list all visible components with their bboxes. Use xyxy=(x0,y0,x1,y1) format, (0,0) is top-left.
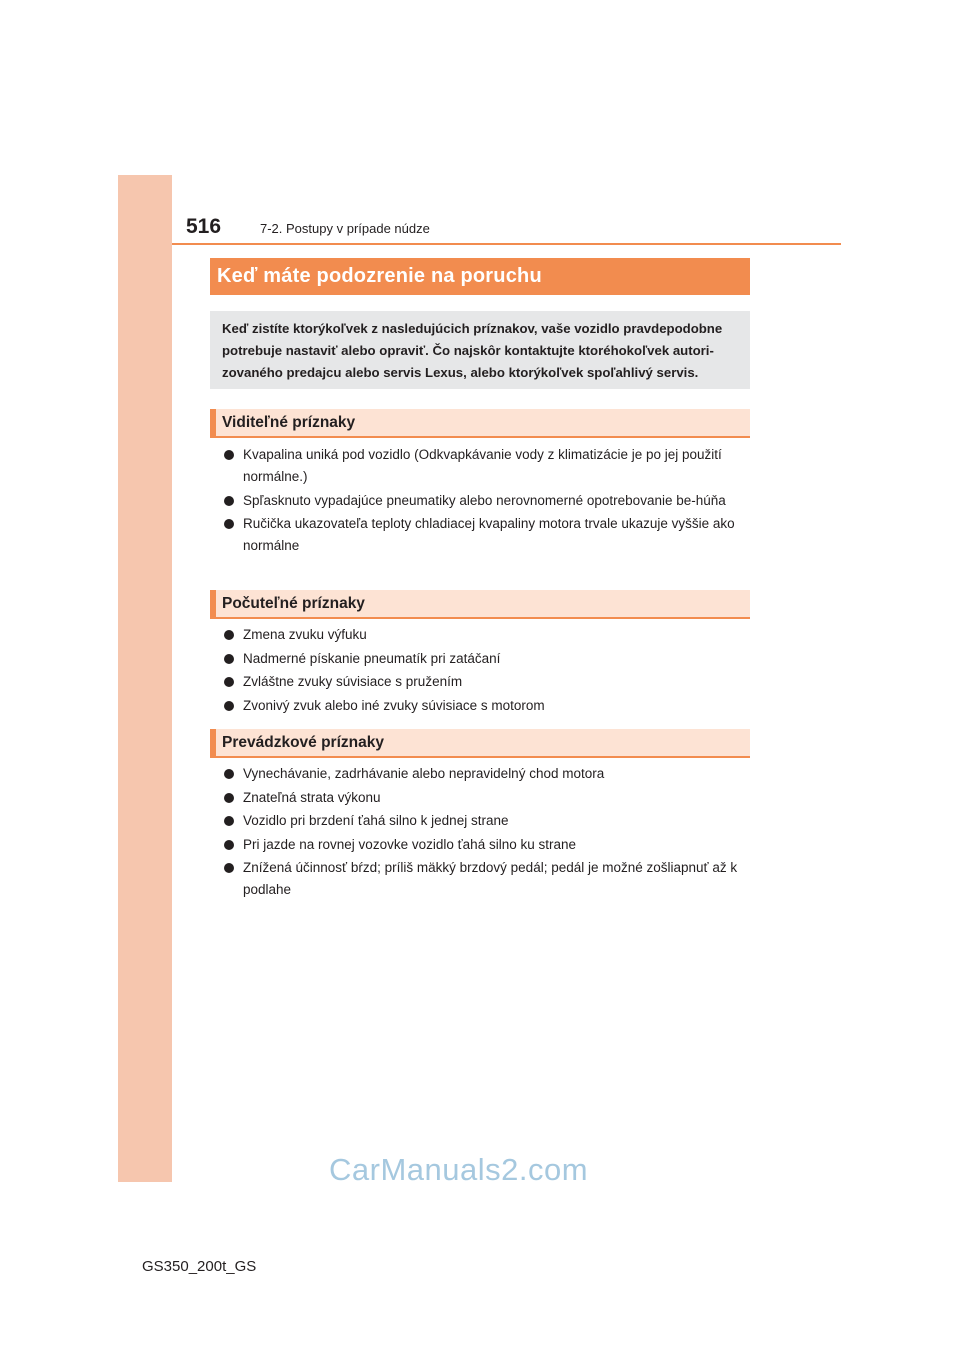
intro-box: Keď zistíte ktorýkoľvek z nasledujúcich príznakov, vaše vozidlo pravdepodobne potrebuje nastaviť alebo opraviť. Čo najskôr kontaktujte ktoréhokoľvek autori-zovaného predajcu alebo servis Lexus, alebo ktorýkoľvek spoľahlivý servis. xyxy=(210,311,750,389)
list-item: Zvonivý zvuk alebo iné zvuky súvisiace s motorom xyxy=(224,695,750,717)
list-item: Znížená účinnosť bŕzd; príliš mäkký brzdový pedál; pedál je možné zošliapnuť až k podlahe xyxy=(224,857,750,901)
list-item: Vynechávanie, zadrhávanie alebo nepravidelný chod motora xyxy=(224,763,750,785)
bullet-icon xyxy=(224,863,234,873)
footer-model-code: GS350_200t_GS xyxy=(142,1258,257,1275)
list-item: Kvapalina uniká pod vozidlo (Odkvapkávanie vody z klimatizácie je po jej použití normálne.) xyxy=(224,444,750,488)
running-header: 7-2. Postupy v prípade núdze xyxy=(260,221,430,236)
watermark: CarManuals2.com xyxy=(329,1152,589,1187)
bullet-icon xyxy=(224,793,234,803)
section-heading-visible: Viditeľné príznaky xyxy=(210,409,750,438)
bullet-icon xyxy=(224,496,234,506)
bullet-icon xyxy=(224,769,234,779)
header-rule xyxy=(172,243,841,245)
page-number: 516 xyxy=(186,215,222,238)
list-item: Nadmerné pískanie pneumatík pri zatáčaní xyxy=(224,648,750,670)
bullet-icon xyxy=(224,840,234,850)
section-heading-audible: Počuteľné príznaky xyxy=(210,590,750,619)
bullet-icon xyxy=(224,630,234,640)
bullet-list-audible xyxy=(224,624,750,718)
list-item: Zmena zvuku výfuku xyxy=(224,624,750,646)
bullet-icon xyxy=(224,654,234,664)
bullet-list-visible xyxy=(224,444,750,559)
section-heading-operational: Prevádzkové príznaky xyxy=(210,729,750,758)
bullet-list-operational xyxy=(224,763,750,903)
bullet-icon xyxy=(224,701,234,711)
list-item: Spľasknuto vypadajúce pneumatiky alebo nerovnomerné opotrebovanie be-húňa xyxy=(224,490,750,512)
list-item: Vozidlo pri brzdení ťahá silno k jednej strane xyxy=(224,810,750,832)
list-item: Znateľná strata výkonu xyxy=(224,787,750,809)
bullet-icon xyxy=(224,519,234,529)
bullet-icon xyxy=(224,450,234,460)
bullet-icon xyxy=(224,816,234,826)
list-item: Zvláštne zvuky súvisiace s pružením xyxy=(224,671,750,693)
list-item: Pri jazde na rovnej vozovke vozidlo ťahá silno ku strane xyxy=(224,834,750,856)
side-tab-band xyxy=(118,175,172,1182)
bullet-icon xyxy=(224,677,234,687)
list-item: Ručička ukazovateľa teploty chladiacej kvapaliny motora trvale ukazuje vyššie ako normálne xyxy=(224,513,750,557)
page-title-text: Keď máte podozrenie na poruchu xyxy=(217,265,542,287)
page-title xyxy=(210,258,750,295)
